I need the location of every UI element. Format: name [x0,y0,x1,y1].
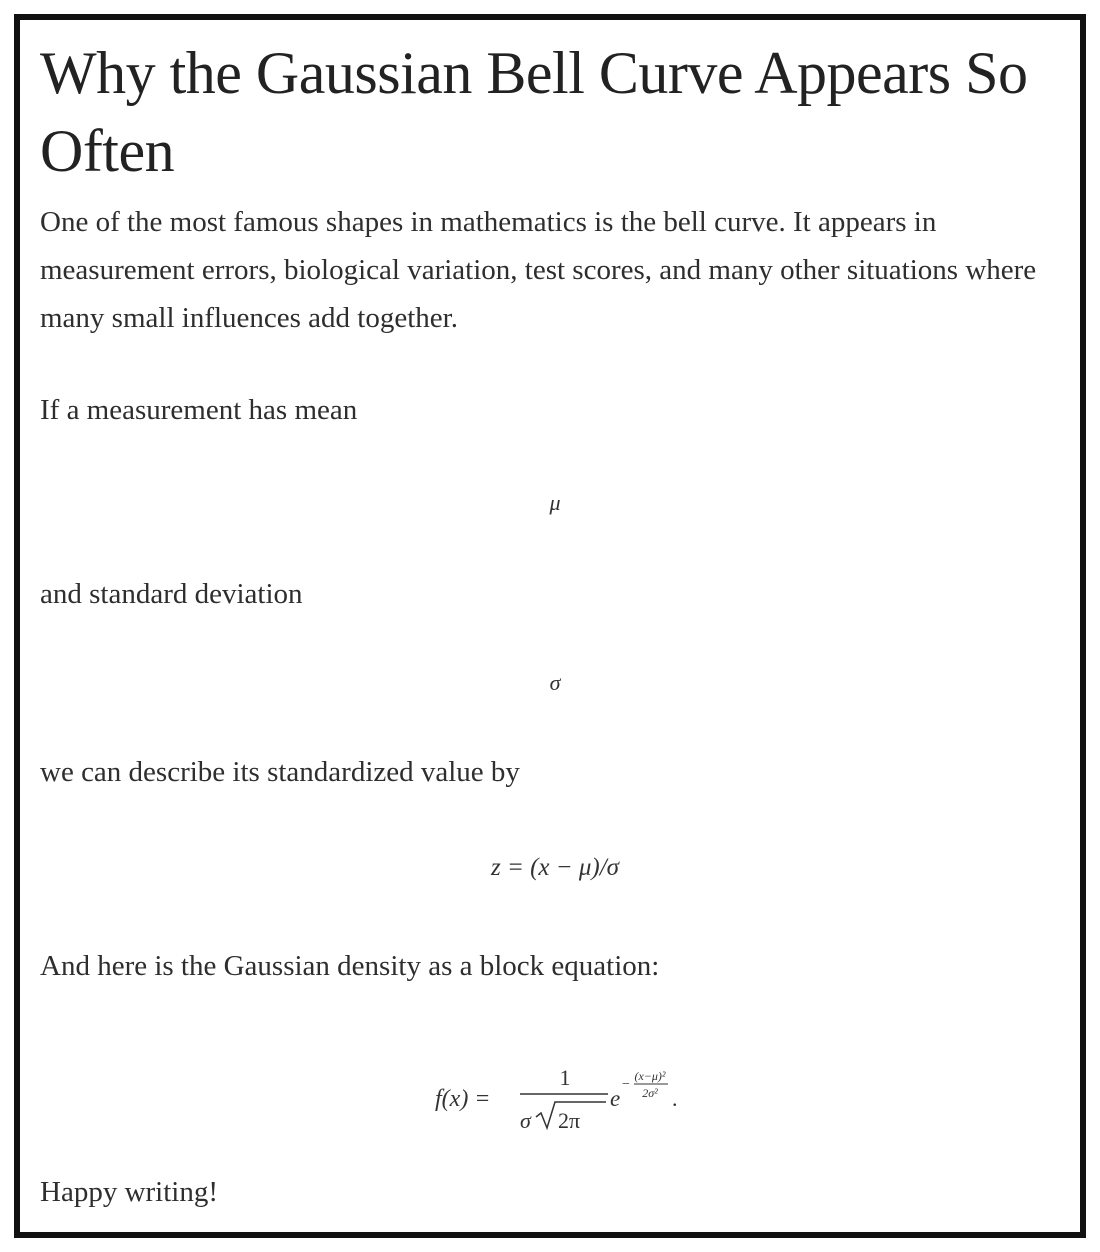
equation-numerator: 1 [559,1065,571,1090]
article-title: Why the Gaussian Bell Curve Appears So Often [40,40,1028,184]
mean-sentence: If a measurement has mean [40,394,358,426]
density-equation-svg [40,1050,1070,1140]
equation-trailing-period: . [672,1086,678,1111]
density-sentence: And here is the Gaussian density as a block equation: [40,950,660,982]
equation-exp-denominator: 2σ² [642,1086,658,1100]
gaussian-density-equation [40,1050,1070,1140]
standardized-sentence: we can describe its standardized value by [40,756,520,788]
equation-exp-sign: − [622,1077,630,1092]
equation-lhs: f(x) = [435,1086,491,1112]
sd-symbol: σ [549,670,561,695]
equation-denominator-sigma: σ [520,1108,531,1133]
equation-exp-numerator: (x−μ)² [634,1069,666,1083]
sd-sentence: and standard deviation [40,578,303,610]
equation-denominator-radicand: 2π [558,1108,581,1133]
document-frame [14,14,1086,1238]
z-equation: z = (x − μ)/σ [490,854,620,881]
closing-line: Happy writing! [40,1176,218,1208]
intro-paragraph: One of the most famous shapes in mathematics is the bell curve. It appears in measurement errors, biological variation, test scores, and many other situations where many small influences add together. [40,206,1037,334]
mean-symbol: μ [549,490,561,515]
equation-base-e: e [610,1086,621,1111]
